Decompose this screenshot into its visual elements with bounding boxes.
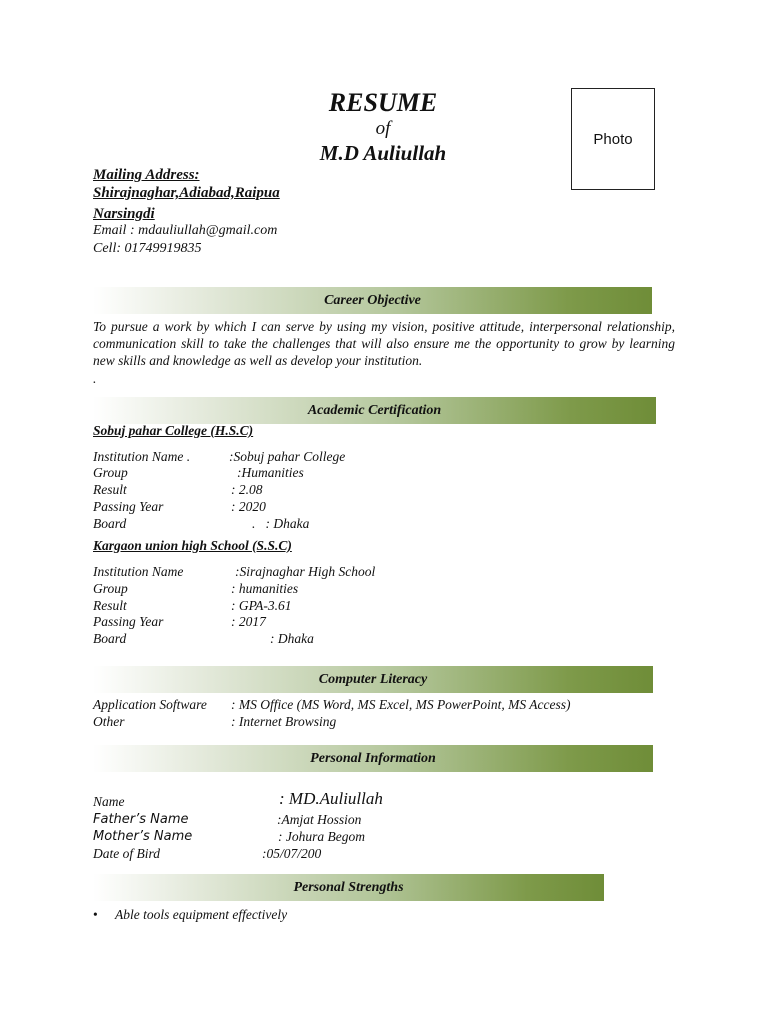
strength-item-text: Able tools equipment effectively (115, 907, 288, 922)
ssc-group-value: : humanities (231, 581, 299, 596)
ssc-title: Kargaon union high School (S.S.C) (93, 538, 292, 553)
address-line-2: Narsingdi (93, 206, 155, 222)
hsc-group-label: Group (93, 465, 128, 480)
mother-name-value: : Johura Begom (278, 829, 365, 844)
ssc-institution-label: Institution Name (93, 564, 184, 579)
personal-strengths-heading (93, 874, 604, 901)
name-label: Name (93, 794, 125, 809)
ssc-year-label: Passing Year (93, 614, 164, 629)
dob-label: Date of Bird (93, 846, 160, 861)
career-objective-label: Career Objective (324, 292, 421, 308)
hsc-year-label: Passing Year (93, 499, 164, 514)
cell-text: Cell: 01749919835 (93, 241, 202, 256)
academic-label: Academic Certification (307, 402, 442, 418)
father-name-label: Father’s Name (93, 812, 189, 827)
photo-label: Photo (593, 130, 633, 148)
father-name-value: :Amjat Hossion (277, 812, 362, 827)
app-software-label: Application Software (93, 697, 207, 712)
ssc-result-label: Result (93, 598, 127, 613)
personal-strengths-label: Personal Strengths (293, 879, 404, 895)
address-line-1: Shirajnaghar,Adiabad,Raipua (93, 185, 280, 201)
career-objective-trail: . (93, 371, 97, 386)
ssc-group-label: Group (93, 581, 128, 596)
of-text: of (375, 118, 391, 139)
career-objective-text: To pursue a work by which I can serve by using my vision, positive attitude, interpersonal relationship, communication skill to take the challenges that will also ensure me the opportunity to grow by learning new skills and knowledge as well as develop your institution. (93, 319, 675, 368)
computer-literacy-heading (93, 666, 653, 693)
hsc-result-label: Result (93, 482, 127, 497)
ssc-year-value: : 2017 (231, 614, 266, 629)
hsc-institution-value: :Sobuj pahar College (229, 449, 346, 464)
email-text: Email : mdauliullah@gmail.com (93, 223, 278, 238)
hsc-institution-label: Institution Name . (93, 449, 191, 464)
mailing-address-heading: Mailing Address: (93, 167, 200, 183)
ssc-institution-value: :Sirajnaghar High School (235, 564, 376, 579)
career-objective-heading (93, 287, 652, 314)
strength-list-item (93, 907, 287, 923)
ssc-result-value: : GPA-3.61 (231, 598, 292, 613)
hsc-board-value: . : Dhaka (252, 516, 310, 531)
computer-literacy-label: Computer Literacy (318, 671, 428, 687)
personal-info-heading (93, 745, 653, 772)
candidate-name-title: M.D Auliullah (319, 141, 447, 165)
ssc-board-value: : Dhaka (270, 631, 314, 646)
dob-value: :05/07/200 (262, 846, 322, 861)
resume-title: RESUME (328, 88, 438, 117)
app-software-value: : MS Office (MS Word, MS Excel, MS PowerPoint, MS Access) (231, 697, 571, 712)
name-value: : MD.Auliullah (279, 789, 383, 808)
hsc-group-value: :Humanities (237, 465, 304, 480)
bullet-icon: • (93, 907, 98, 922)
academic-heading (93, 397, 656, 424)
hsc-board-label: Board (93, 516, 127, 531)
photo-placeholder (571, 88, 655, 190)
hsc-title: Sobuj pahar College (H.S.C) (93, 423, 254, 438)
ssc-board-label: Board (93, 631, 127, 646)
other-value: : Internet Browsing (231, 714, 337, 729)
hsc-year-value: : 2020 (231, 499, 266, 514)
other-label: Other (93, 714, 125, 729)
hsc-result-value: : 2.08 (231, 482, 263, 497)
personal-info-label: Personal Information (310, 750, 436, 766)
mother-name-label: Mother’s Name (93, 829, 193, 844)
